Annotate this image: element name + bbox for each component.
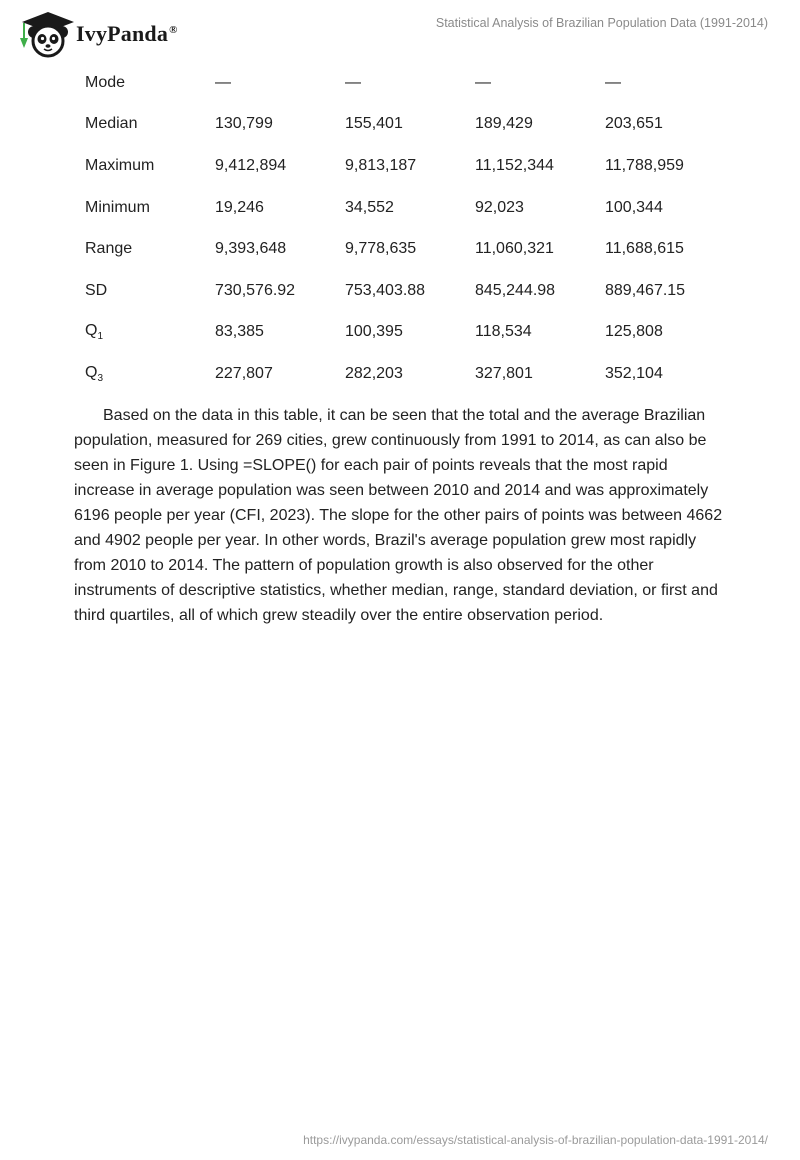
table-row — [74, 312, 745, 354]
table-cell: 11,688,615 — [605, 240, 684, 258]
table-cell: 34,552 — [345, 198, 394, 216]
row-label-text: Maximum — [85, 156, 155, 174]
row-label-text: Minimum — [85, 198, 150, 216]
table-cell: 753,403.88 — [345, 281, 426, 299]
brand-name-text: IvyPanda — [76, 21, 169, 46]
table-cell: 889,467.15 — [605, 281, 686, 299]
table-cell: 92,023 — [475, 198, 524, 216]
table-row — [74, 270, 745, 312]
row-label — [74, 312, 204, 354]
table-cell: — — [475, 73, 491, 91]
body-paragraph: Based on the data in this table, it can be seen that the total and the average Brazilian population, measured for 269 cities, grew continuously from 1991 to 2014, as can also be seen in Figure 1. Using =SLOPE() for each pair of points reveals that the most rapid increase in average population was seen between 2010 and 2014 and was approximately 6196 people per year (CFI, 2023). The slope for the other pairs of points was between 4662 and 4902 people per year. In other words, Brazil's average population grew most rapidly from 2010 to 2014. The pattern of population growth is also observed for the other instruments of descriptive statistics, whether median, range, standard deviation, or first and third quartiles, all of which grew steadily over the entire observation period. — [74, 407, 723, 624]
table-cell: 130,799 — [215, 115, 273, 133]
row-label — [74, 104, 204, 146]
row-label-text: Mode — [85, 73, 126, 91]
table-cell: 845,244.98 — [475, 281, 556, 299]
table-cell: 327,801 — [475, 364, 533, 382]
table-row — [74, 187, 745, 229]
table-cell: 9,393,648 — [215, 240, 287, 258]
row-label — [74, 228, 204, 270]
footer-url[interactable]: https://ivypanda.com/essays/statistical-analysis-of-brazilian-population-data-1991-2014/ — [303, 1133, 768, 1147]
table-cell: — — [605, 73, 621, 91]
row-label — [74, 62, 204, 104]
row-label — [74, 145, 204, 187]
table-row — [74, 145, 745, 187]
row-label-text: Median — [85, 115, 138, 133]
brand-name — [76, 21, 178, 47]
table-row — [74, 228, 745, 270]
registered-mark: ® — [169, 23, 178, 36]
row-label — [74, 270, 204, 312]
table-cell: 227,807 — [215, 364, 273, 382]
table-cell: 9,778,635 — [345, 240, 417, 258]
row-label-subscript: 1 — [97, 331, 104, 343]
table-cell: 730,576.92 — [215, 281, 296, 299]
table-cell: 203,651 — [605, 115, 663, 133]
table-cell: 282,203 — [345, 364, 403, 382]
table-row — [74, 62, 745, 104]
brand-logo[interactable] — [16, 8, 178, 58]
table-cell: 189,429 — [475, 115, 533, 133]
row-label-text: SD — [85, 281, 108, 299]
table-cell: 9,412,894 — [215, 156, 287, 174]
table-cell: 83,385 — [215, 323, 264, 341]
table-cell: 11,788,959 — [605, 156, 684, 174]
statistics-table-body — [74, 62, 745, 395]
table-cell: 125,808 — [605, 323, 663, 341]
table-cell: 100,395 — [345, 323, 403, 341]
row-label — [74, 353, 204, 395]
row-label-text: Q — [85, 322, 98, 340]
table-cell: 100,344 — [605, 198, 663, 216]
table-cell: — — [215, 73, 231, 91]
table-cell: 11,060,321 — [475, 240, 554, 258]
row-label-subscript: 3 — [97, 373, 104, 385]
table-cell: 11,152,344 — [475, 156, 554, 174]
statistics-table — [74, 62, 745, 395]
table-row — [74, 353, 745, 395]
table-cell: 9,813,187 — [345, 156, 417, 174]
table-cell: 118,534 — [475, 323, 532, 341]
page-header — [0, 0, 800, 64]
panda-graduate-icon — [16, 8, 74, 58]
row-label-text: Q — [85, 363, 98, 381]
table-cell: 155,401 — [345, 115, 403, 133]
row-label-text: Range — [85, 240, 133, 258]
table-cell: 19,246 — [215, 198, 264, 216]
table-cell: — — [345, 73, 361, 91]
row-label — [74, 187, 204, 229]
table-row — [74, 104, 745, 146]
document-title: Statistical Analysis of Brazilian Population Data (1991-2014) — [435, 16, 768, 30]
table-cell: 352,104 — [605, 364, 663, 382]
